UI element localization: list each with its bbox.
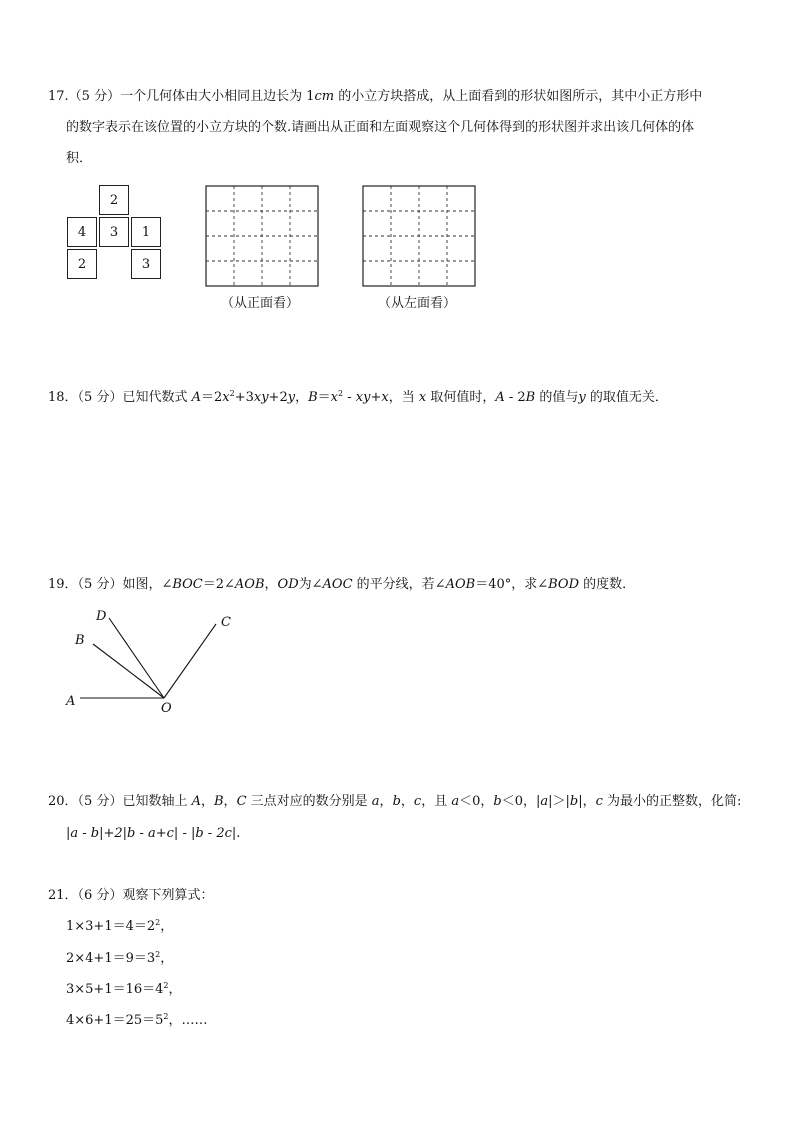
q20-var-c: c	[595, 794, 603, 809]
q20-t7: |，	[578, 794, 596, 809]
caption-left: （从左面看）	[378, 296, 457, 311]
q18-t2: ＝2	[200, 390, 223, 405]
q20-t8: 为最小的正整数，化简:	[602, 794, 742, 809]
q18-t9: ，当	[388, 390, 419, 405]
q20-point-b: B	[213, 794, 224, 809]
q20-t3: ，且	[421, 794, 452, 809]
q20-t6: |＞|	[548, 794, 570, 809]
label-b: B	[75, 633, 85, 648]
q21-row-tail: ，	[160, 919, 174, 934]
q21-row-exp: 2	[163, 1012, 169, 1021]
q20-sep: ，	[400, 794, 414, 809]
q21-row-exp: 2	[155, 950, 161, 959]
q21-title: 21．（6 分）观察下列算式：	[48, 888, 214, 903]
q19-angle-bod: BOD	[548, 577, 579, 592]
q20-t4: ＜0，	[459, 794, 494, 809]
cell-left: 4	[67, 217, 97, 247]
label-a: A	[66, 694, 76, 709]
q21-row	[66, 950, 173, 968]
q21-row-base: 3×5+1＝16＝4	[66, 982, 164, 997]
q18-t13: 的取值无关．	[585, 390, 668, 405]
q21-row	[66, 1012, 208, 1030]
q18-t5: ，	[295, 390, 309, 405]
q18-var-xy: xy	[355, 390, 371, 405]
q21-row	[66, 981, 182, 999]
q20-var-a: a	[540, 794, 549, 809]
q18-var-a: A	[191, 390, 201, 405]
q19-t6: ＝40°，求∠	[475, 577, 549, 592]
left-view-grid	[362, 185, 476, 287]
q21-row-base: 1×3+1＝4＝2	[66, 919, 156, 934]
q21-row	[66, 918, 173, 936]
cell-bottom-left: 2	[67, 249, 97, 279]
caption-front: （从正面看）	[221, 296, 300, 311]
q18-exp: 2	[338, 389, 344, 398]
q21-row-base: 4×6+1＝25＝5	[66, 1013, 164, 1028]
q20-line-1	[48, 793, 741, 811]
q18-t6: ＝	[317, 390, 331, 405]
q21-row-tail: ，	[160, 951, 174, 966]
q21-row-exp: 2	[155, 918, 161, 927]
q18-var-y: y	[287, 390, 296, 405]
q19-angle-aoc: AOC	[322, 577, 353, 592]
q20-t2: 三点对应的数分别是	[246, 794, 372, 809]
q18-t11: - 2	[504, 390, 526, 405]
q18-var-xy: xy	[253, 390, 269, 405]
q17-unit: cm	[314, 89, 335, 104]
q21-row-tail: ，	[168, 982, 182, 997]
q18-var-x: x	[330, 390, 339, 405]
q20-var-c: c	[413, 794, 422, 809]
top-view-figure	[67, 185, 163, 281]
q20-t1: 20．（5 分）已知数轴上	[48, 794, 192, 809]
q18-var-x: x	[381, 390, 389, 405]
angle-diagram	[60, 604, 250, 716]
cell-top: 2	[99, 185, 129, 215]
q20-var-a: a	[451, 794, 460, 809]
q21-row-exp: 2	[163, 981, 169, 990]
q17-text-1: 17.（5 分）一个几何体由大小相同且边长为 1	[48, 89, 315, 104]
q18-t1: 18．（5 分）已知代数式	[48, 390, 192, 405]
q19-line	[48, 576, 635, 594]
q19-t7: 的度数．	[579, 577, 636, 592]
q18-line	[48, 389, 668, 407]
q17-line-2: 的数字表示在该位置的小立方块的个数.请画出从正面和左面观察这个几何体得到的形状图并求出该几何体的体	[66, 120, 695, 135]
q20-sep: ，	[379, 794, 393, 809]
q20-line-2: |a - b|+2|b - a+c| - |b - 2c|.	[66, 826, 241, 841]
label-c: C	[221, 615, 231, 630]
q20-t5: ＜0，|	[501, 794, 541, 809]
q18-t3: +3	[234, 390, 254, 405]
q20-var-b: b	[569, 794, 579, 809]
q20-var-a: a	[371, 794, 380, 809]
q20-var-b: b	[493, 794, 502, 809]
q20-var-b: b	[392, 794, 401, 809]
q19-t4: 为∠	[298, 577, 323, 592]
ray-ob	[93, 644, 164, 698]
q18-var-x: x	[418, 390, 427, 405]
q18-var-a: A	[495, 390, 505, 405]
q19-t5: 的平分线，若∠	[352, 577, 446, 592]
q17-line-3: 积．	[66, 151, 93, 166]
q21-row-tail: ，……	[168, 1013, 208, 1028]
q18-t12: 的值与	[535, 390, 579, 405]
q18-var-b: B	[308, 390, 318, 405]
cell-center: 3	[99, 217, 129, 247]
q19-angle-aob: AOB	[234, 577, 265, 592]
q19-angle-aob: AOB	[445, 577, 476, 592]
q21-row-base: 2×4+1＝9＝3	[66, 951, 156, 966]
q20-sep: ，	[223, 794, 237, 809]
q18-var-x: x	[222, 390, 230, 405]
q18-var-y: y	[578, 390, 586, 405]
label-d: D	[96, 609, 107, 624]
q20-sep: ，	[200, 794, 214, 809]
q20-point-a: A	[191, 794, 201, 809]
q18-t8: +	[370, 390, 382, 405]
q19-t2: ＝2∠	[202, 577, 235, 592]
cell-right: 1	[131, 217, 161, 247]
ray-od	[109, 618, 164, 698]
q18-t7: -	[343, 390, 356, 405]
q19-t3: ，	[264, 577, 278, 592]
q19-angle-boc: BOC	[172, 577, 203, 592]
cell-bottom-right: 3	[131, 249, 161, 279]
q19-ray-od: OD	[277, 577, 299, 592]
q18-exp: 2	[229, 389, 235, 398]
q19-t1: 19．（5 分）如图，∠	[48, 577, 173, 592]
label-o: O	[161, 701, 172, 716]
front-view-grid	[205, 185, 319, 287]
ray-oc	[164, 624, 216, 698]
q20-point-c: C	[236, 794, 247, 809]
q18-t4: +2	[268, 390, 288, 405]
q18-var-b: B	[525, 390, 536, 405]
q17-text-1b: 的小立方块搭成，从上面看到的形状如图所示，其中小正方形中	[334, 89, 703, 104]
q17-line-1	[48, 88, 702, 106]
q18-t10: 取何值时，	[426, 390, 496, 405]
